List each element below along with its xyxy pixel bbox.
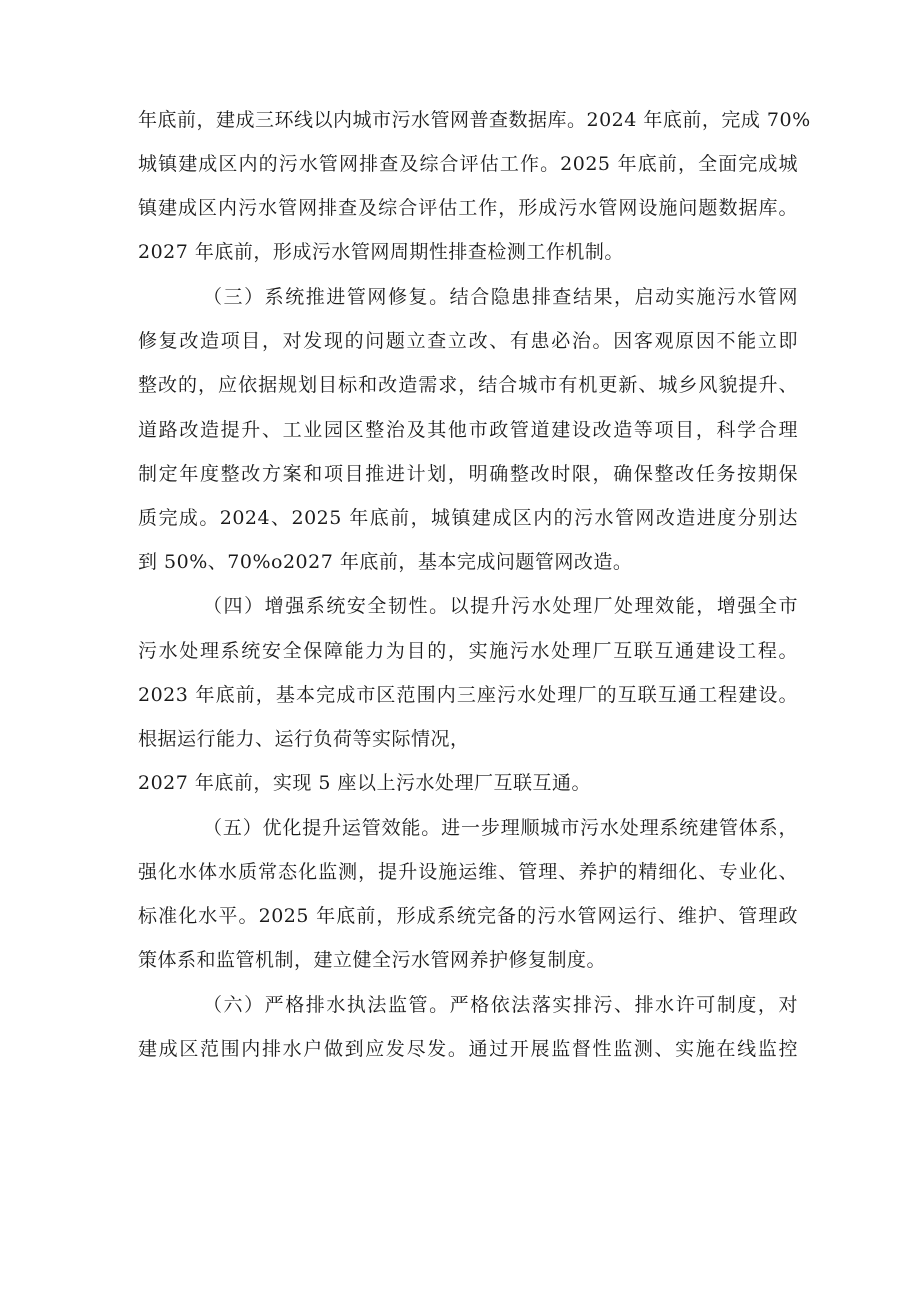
text-line: （六）严格排水执法监管。严格依法落实排污、排水许可制度，对 bbox=[203, 994, 798, 1016]
text-line: 标准化水平。2025 年底前，形成系统完备的污水管网运行、维护、管理政 bbox=[138, 905, 798, 927]
text-line: 制定年度整改方案和项目推进计划，明确整改时限，确保整改任务按期保 bbox=[138, 463, 798, 485]
text-line: （四）增强系统安全韧性。以提升污水处理厂处理效能，增强全市 bbox=[203, 595, 798, 617]
text-line: 强化水体水质常态化监测，提升设施运维、管理、养护的精细化、专业化、 bbox=[138, 861, 798, 883]
text-line: 到 50%、70%o2027 年底前，基本完成问题管网改造。 bbox=[138, 551, 633, 573]
text-line: 城镇建成区内的污水管网排查及综合评估工作。2025 年底前，全面完成城 bbox=[138, 153, 798, 175]
text-line: 污水处理系统安全保障能力为目的，实施污水处理厂互联互通建设工程。 bbox=[138, 640, 798, 662]
text-line: 根据运行能力、运行负荷等实际情况， bbox=[138, 728, 470, 750]
text-line: 道路改造提升、工业园区整治及其他市政管道建设改造等项目，科学合理 bbox=[138, 419, 798, 441]
text-line: 2027 年底前，形成污水管网周期性排查检测工作机制。 bbox=[138, 241, 624, 263]
text-line: 修复改造项目，对发现的问题立查立改、有患必治。因客观原因不能立即 bbox=[138, 330, 798, 352]
text-line: 镇建成区内污水管网排查及综合评估工作，形成污水管网设施问题数据库。 bbox=[138, 197, 798, 219]
text-line: （五）优化提升运管效能。进一步理顺城市污水处理系统建管体系， bbox=[203, 817, 798, 839]
text-line: 2027 年底前，实现 5 座以上污水处理厂互联互通。 bbox=[138, 772, 592, 794]
text-line: 整改的，应依据规划目标和改造需求，结合城市有机更新、城乡风貌提升、 bbox=[138, 374, 798, 396]
text-line: 策体系和监管机制，建立健全污水管网养护修复制度。 bbox=[138, 949, 607, 971]
text-line: 年底前，建成三环线以内城市污水管网普查数据库。2024 年底前，完成 70% bbox=[138, 109, 811, 131]
text-line: 质完成。2024、2025 年底前，城镇建成区内的污水管网改造进度分别达 bbox=[138, 507, 798, 529]
text-line: （三）系统推进管网修复。结合隐患排查结果，启动实施污水管网 bbox=[203, 286, 798, 308]
text-line: 建成区范围内排水户做到应发尽发。通过开展监督性监测、实施在线监控 bbox=[138, 1038, 798, 1060]
text-line: 2023 年底前，基本完成市区范围内三座污水处理厂的互联互通工程建设。 bbox=[138, 684, 798, 706]
